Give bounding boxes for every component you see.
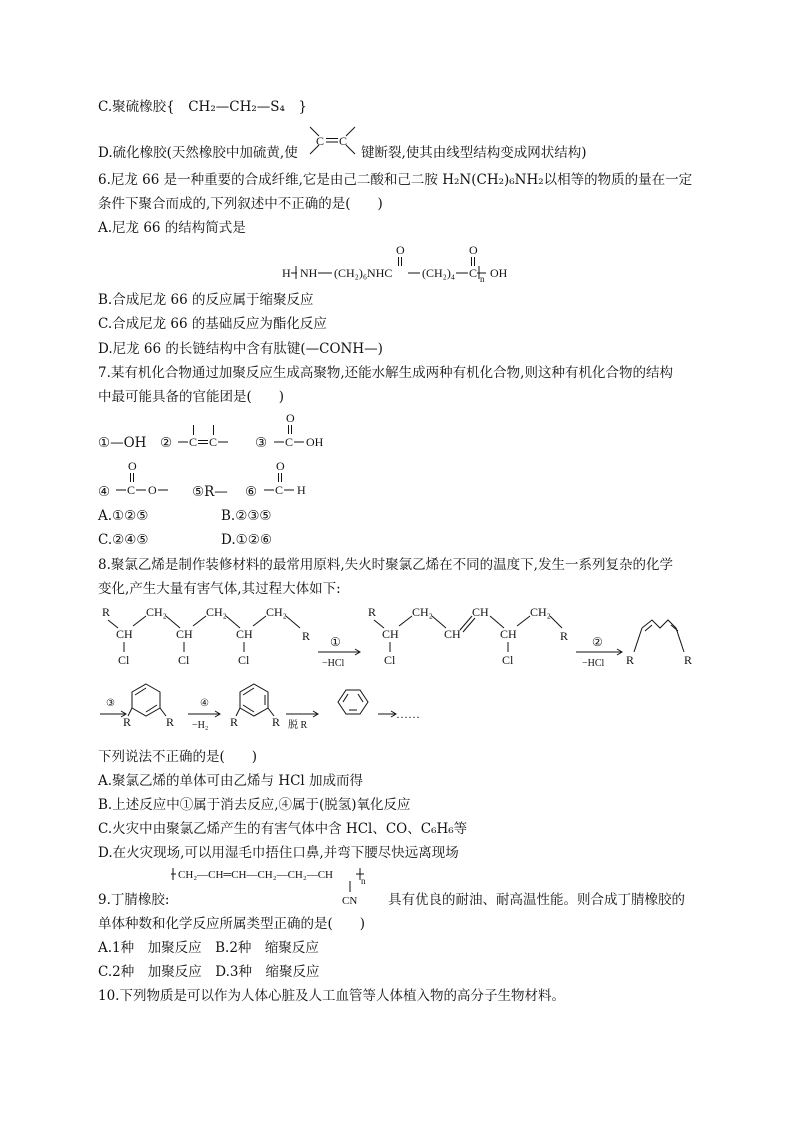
- svg-text:C: C: [189, 435, 198, 449]
- svg-text:②: ②: [592, 635, 603, 649]
- fg-1-hydroxyl: ①—OH: [98, 435, 147, 451]
- svg-text:R: R: [272, 715, 281, 729]
- q10-line1: 10.下列物质是可以作为人体心脏及人工血管等人体植入物的高分子生物材料。: [98, 988, 565, 1004]
- nylon-n: n: [480, 274, 485, 284]
- cc-atom: C: [339, 134, 348, 148]
- svg-text:−HCl: −HCl: [582, 658, 605, 669]
- svg-text:Cl: Cl: [118, 653, 130, 667]
- fg-6-aldehyde: [262, 458, 322, 502]
- nylon-nh: NH: [300, 266, 318, 280]
- svg-text:C: C: [275, 483, 284, 497]
- svg-text:CH: CH: [116, 627, 133, 641]
- nylon-h: H: [282, 266, 291, 280]
- q8-option-a: A.聚氯乙烯的单体可由乙烯与 HCl 加成而得: [98, 773, 364, 789]
- svg-text:CH₂: CH₂: [206, 605, 227, 619]
- q6-option-a: A.尼龙 66 的结构简式是: [98, 220, 246, 236]
- svg-text:R: R: [102, 605, 111, 619]
- svg-text:R: R: [368, 605, 377, 619]
- svg-text:脱 R: 脱 R: [288, 720, 308, 731]
- q6-line2: 条件下聚合而成的,下列叙述中不正确的是( ): [98, 196, 383, 212]
- q6-option-d: D.尼龙 66 的长链结构中含有肽键(—CONH—): [98, 341, 383, 357]
- q7-option-c: C.②④⑤: [98, 532, 149, 548]
- nylon-ch2-6: (CH₂)₆NHC: [334, 266, 393, 280]
- nylon-o2: O: [469, 243, 478, 257]
- pvc-reaction-scheme-row1: [96, 600, 696, 674]
- nylon-ch2-4: (CH₂)₄: [422, 266, 456, 280]
- q6-option-c: C.合成尼龙 66 的基础反应为酯化反应: [98, 316, 327, 332]
- svg-text:③: ③: [106, 698, 115, 709]
- svg-text:C: C: [209, 435, 218, 449]
- svg-text:CH: CH: [382, 627, 399, 641]
- svg-text:O: O: [276, 459, 285, 473]
- cc-atom: C: [316, 134, 325, 148]
- svg-text:CH: CH: [176, 627, 193, 641]
- svg-text:Cl: Cl: [384, 653, 396, 667]
- q9-line1-post: 具有优良的耐油、耐高温性能。则合成丁腈橡胶的: [388, 892, 685, 908]
- q8-option-c: C.火灾中由聚氯乙烯产生的有害气体中含 HCl、CO、C₆H₆等: [98, 821, 468, 837]
- option-c: C.聚硫橡胶{ CH₂—CH₂—S₄ }: [98, 99, 308, 115]
- q9-options-cd: C.2种 加聚反应 D.3种 缩聚反应: [98, 964, 320, 980]
- svg-text:C: C: [127, 483, 136, 497]
- q8-stem: 下列说法不正确的是( ): [98, 749, 258, 765]
- q8-option-d: D.在火灾现场,可以用湿毛巾捂住口鼻,并弯下腰尽快远离现场: [98, 845, 459, 861]
- svg-text:n: n: [361, 876, 366, 886]
- option-d-pre: D.硫化橡胶(天然橡胶中加硫黄,使: [98, 145, 298, 161]
- q7-line1: 7.某有机化合物通过加聚反应生成高聚物,还能水解生成两种有机化合物,则这种有机化合物的结构: [98, 365, 673, 381]
- q8-option-b: B.上述反应中①属于消去反应,④属于(脱氢)氧化反应: [98, 797, 411, 813]
- pvc-reaction-scheme-row2: [96, 676, 420, 736]
- fg-3-label: ③: [255, 435, 268, 451]
- svg-text:CN: CN: [342, 895, 358, 907]
- q8-line1: 8.聚氯乙烯是制作装修材料的最常用原料,失火时聚氯乙烯在不同的温度下,发生一系列复杂的化学: [98, 557, 673, 573]
- fg-3-carboxyl: [272, 410, 342, 454]
- q9-options-ab: A.1种 加聚反应 B.2种 缩聚反应: [98, 940, 319, 956]
- svg-text:R: R: [626, 653, 635, 667]
- svg-text:−HCl: −HCl: [322, 658, 345, 669]
- svg-text:C: C: [285, 435, 294, 449]
- svg-text:R: R: [230, 715, 239, 729]
- nylon-c: C: [469, 266, 478, 280]
- svg-text:O: O: [286, 411, 295, 425]
- svg-text:R: R: [560, 629, 569, 643]
- svg-text:R: R: [123, 715, 132, 729]
- svg-text:Cl: Cl: [178, 653, 190, 667]
- svg-text:H: H: [297, 483, 306, 497]
- q7-option-d: D.①②⑥: [221, 532, 272, 548]
- cc-double-bond-structure: [302, 124, 362, 164]
- fg-6-label: ⑥: [245, 484, 258, 500]
- svg-text:R: R: [166, 715, 175, 729]
- svg-text:CH: CH: [472, 605, 489, 619]
- svg-text:CH: CH: [500, 627, 517, 641]
- svg-text:Cl: Cl: [238, 653, 250, 667]
- svg-text:OH: OH: [306, 435, 324, 449]
- svg-text:−H₂: −H₂: [192, 720, 209, 731]
- q7-option-b: B.②③⑤: [221, 508, 272, 524]
- svg-text:CH₂—CH═CH—CH₂—CH₂—CH: CH₂—CH═CH—CH₂—CH₂—CH: [178, 869, 333, 881]
- q9-line2: 单体种数和化学反应所属类型正确的是( ): [98, 916, 366, 932]
- fg-4-label: ④: [98, 484, 111, 500]
- nylon66-structure: [280, 242, 520, 286]
- fg-4-ester: [114, 458, 184, 502]
- svg-text:R: R: [684, 653, 693, 667]
- svg-text:O: O: [148, 483, 157, 497]
- q7-line2: 中最可能具备的官能团是( ): [98, 389, 285, 405]
- q6-line1: 6.尼龙 66 是一种重要的合成纤维,它是由己二酸和己二胺 H₂N(CH₂)₆NH₂以相等的物质的量在一定: [98, 172, 693, 188]
- svg-text:CH: CH: [444, 627, 461, 641]
- fg-2-label: ②: [160, 435, 173, 451]
- svg-text:Cl: Cl: [502, 653, 514, 667]
- svg-text:R: R: [302, 629, 311, 643]
- svg-text:④: ④: [200, 698, 209, 709]
- svg-text:CH₂: CH₂: [146, 605, 167, 619]
- svg-text:O: O: [128, 459, 137, 473]
- svg-text:CH₂: CH₂: [412, 605, 433, 619]
- svg-text:……: ……: [396, 707, 420, 721]
- svg-text:CH₂: CH₂: [266, 605, 287, 619]
- fg-5-alkyl: ⑤R—: [192, 484, 228, 500]
- nylon-oh: OH: [490, 266, 508, 280]
- q7-option-a: A.①②⑤: [98, 508, 149, 524]
- q6-option-b: B.合成尼龙 66 的反应属于缩聚反应: [98, 292, 314, 308]
- nylon-o1: O: [396, 243, 405, 257]
- svg-text:CH: CH: [236, 627, 253, 641]
- q9-line1-pre: 9.丁腈橡胶:: [98, 892, 170, 908]
- nitrile-rubber-structure: [170, 862, 390, 912]
- svg-text:CH₂: CH₂: [530, 605, 551, 619]
- q8-line2: 变化,产生大量有害气体,其过程大体如下:: [98, 581, 341, 597]
- fg-2-alkene: [176, 420, 236, 454]
- svg-text:①: ①: [330, 635, 341, 649]
- option-d-post: 键断裂,使其由线型结构变成网状结构): [361, 145, 587, 161]
